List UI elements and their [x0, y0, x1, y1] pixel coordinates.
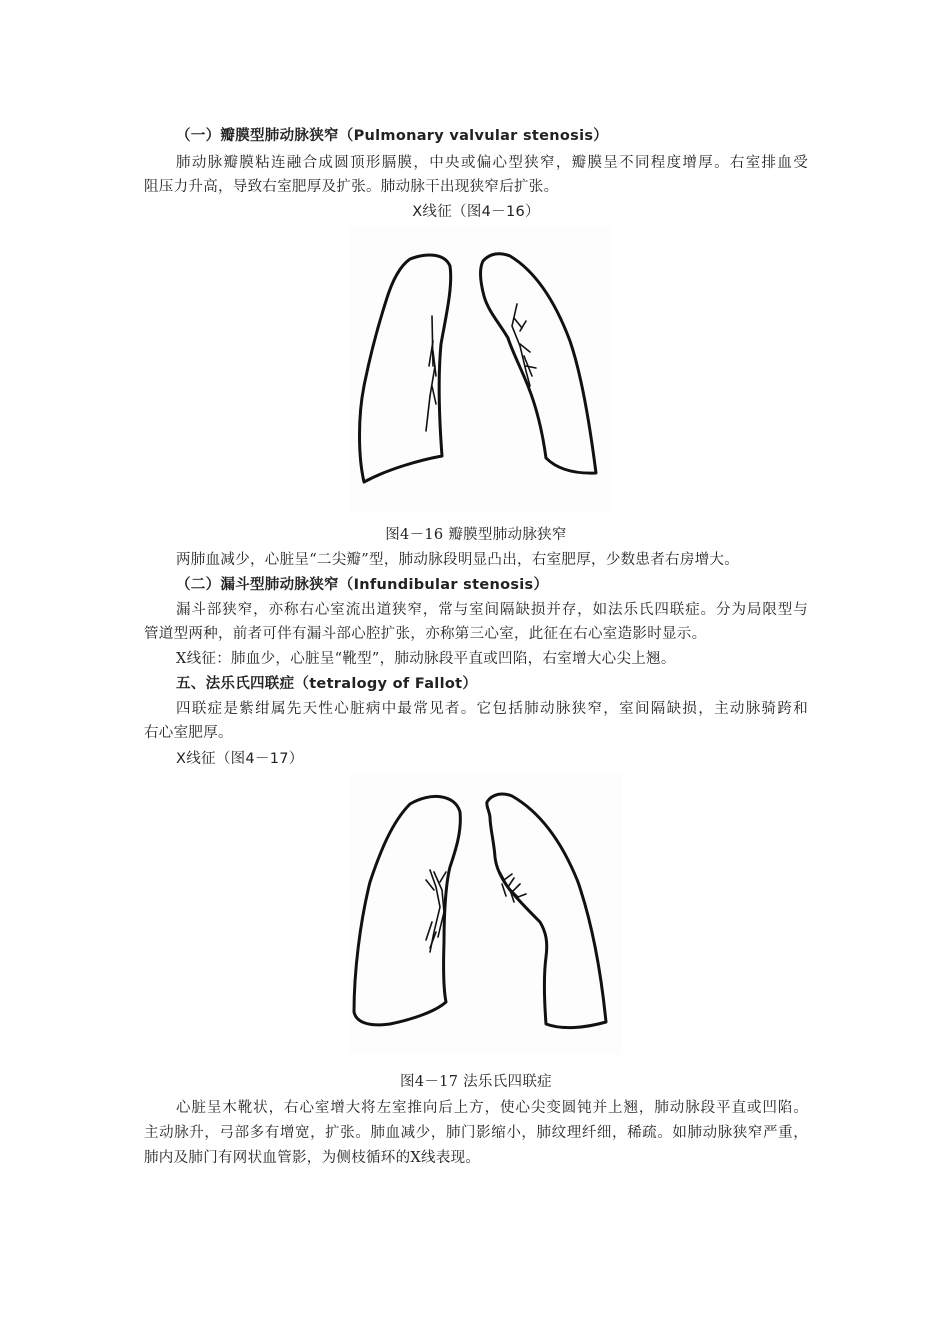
paragraph-line: 四联症是紫绀属先天性心脏病中最常见者。它包括肺动脉狭窄，室间隔缺损，主动脉骑跨和	[176, 701, 808, 717]
figure-4-16-lung-diagram	[350, 226, 612, 512]
figure-caption: 图4－16 瓣膜型肺动脉狭窄	[385, 527, 567, 543]
paragraph-line: 管道型两种，前者可伴有漏斗部心腔扩张，亦称第三心室，此征在右心室造影时显示。	[144, 626, 707, 642]
paragraph-line: 两肺血减少，心脏呈“二尖瓣”型，肺动脉段明显凸出，右室肥厚，少数患者右房增大。	[176, 552, 740, 568]
paragraph-line: 漏斗部狭窄，亦称右心室流出道狭窄，常与室间隔缺损并存，如法乐氏四联症。分为局限型与	[176, 602, 808, 618]
paragraph-line: 肺动脉瓣膜粘连融合成圆顶形膈膜，中央或偏心型狭窄，瓣膜呈不同程度增厚。右室排血受	[176, 155, 808, 171]
section-heading-infundibular: （二）漏斗型肺动脉狭窄（Infundibular stenosis）	[176, 577, 549, 593]
xray-description: X线征：肺血少，心脏呈“靴型”，肺动脉段平直或凹陷，右室增大心尖上翘。	[176, 651, 676, 667]
section-heading-tetralogy: 五、法乐氏四联症（tetralogy of Fallot）	[176, 676, 478, 692]
paragraph-line: 肺内及肺门有网状血管影，为侧枝循环的X线表现。	[144, 1150, 481, 1166]
figure-4-17-lung-diagram	[350, 772, 622, 1054]
section-heading-valvular: （一）瓣膜型肺动脉狭窄（Pulmonary valvular stenosis）	[176, 128, 609, 144]
lung-outline-drawing	[350, 226, 612, 512]
lung-outline-drawing	[350, 772, 622, 1054]
figure-caption: 图4－17 法乐氏四联症	[400, 1074, 552, 1090]
paragraph-line: 右心室肥厚。	[144, 725, 233, 741]
paragraph-line: 心脏呈木靴状，右心室增大将左室推向后上方，使心尖变圆钝并上翘，肺动脉段平直或凹陷。	[176, 1100, 808, 1116]
paragraph-line: 阻压力升高，导致右室肥厚及扩张。肺动脉干出现狭窄后扩张。	[144, 179, 559, 195]
paragraph-line: 主动脉升，弓部多有增宽，扩张。肺血减少，肺门影缩小，肺纹理纤细，稀疏。如肺动脉狭窄严重，	[144, 1125, 808, 1141]
xray-label: X线征（图4－17）	[176, 751, 304, 767]
xray-label: X线征（图4－16）	[412, 204, 540, 220]
